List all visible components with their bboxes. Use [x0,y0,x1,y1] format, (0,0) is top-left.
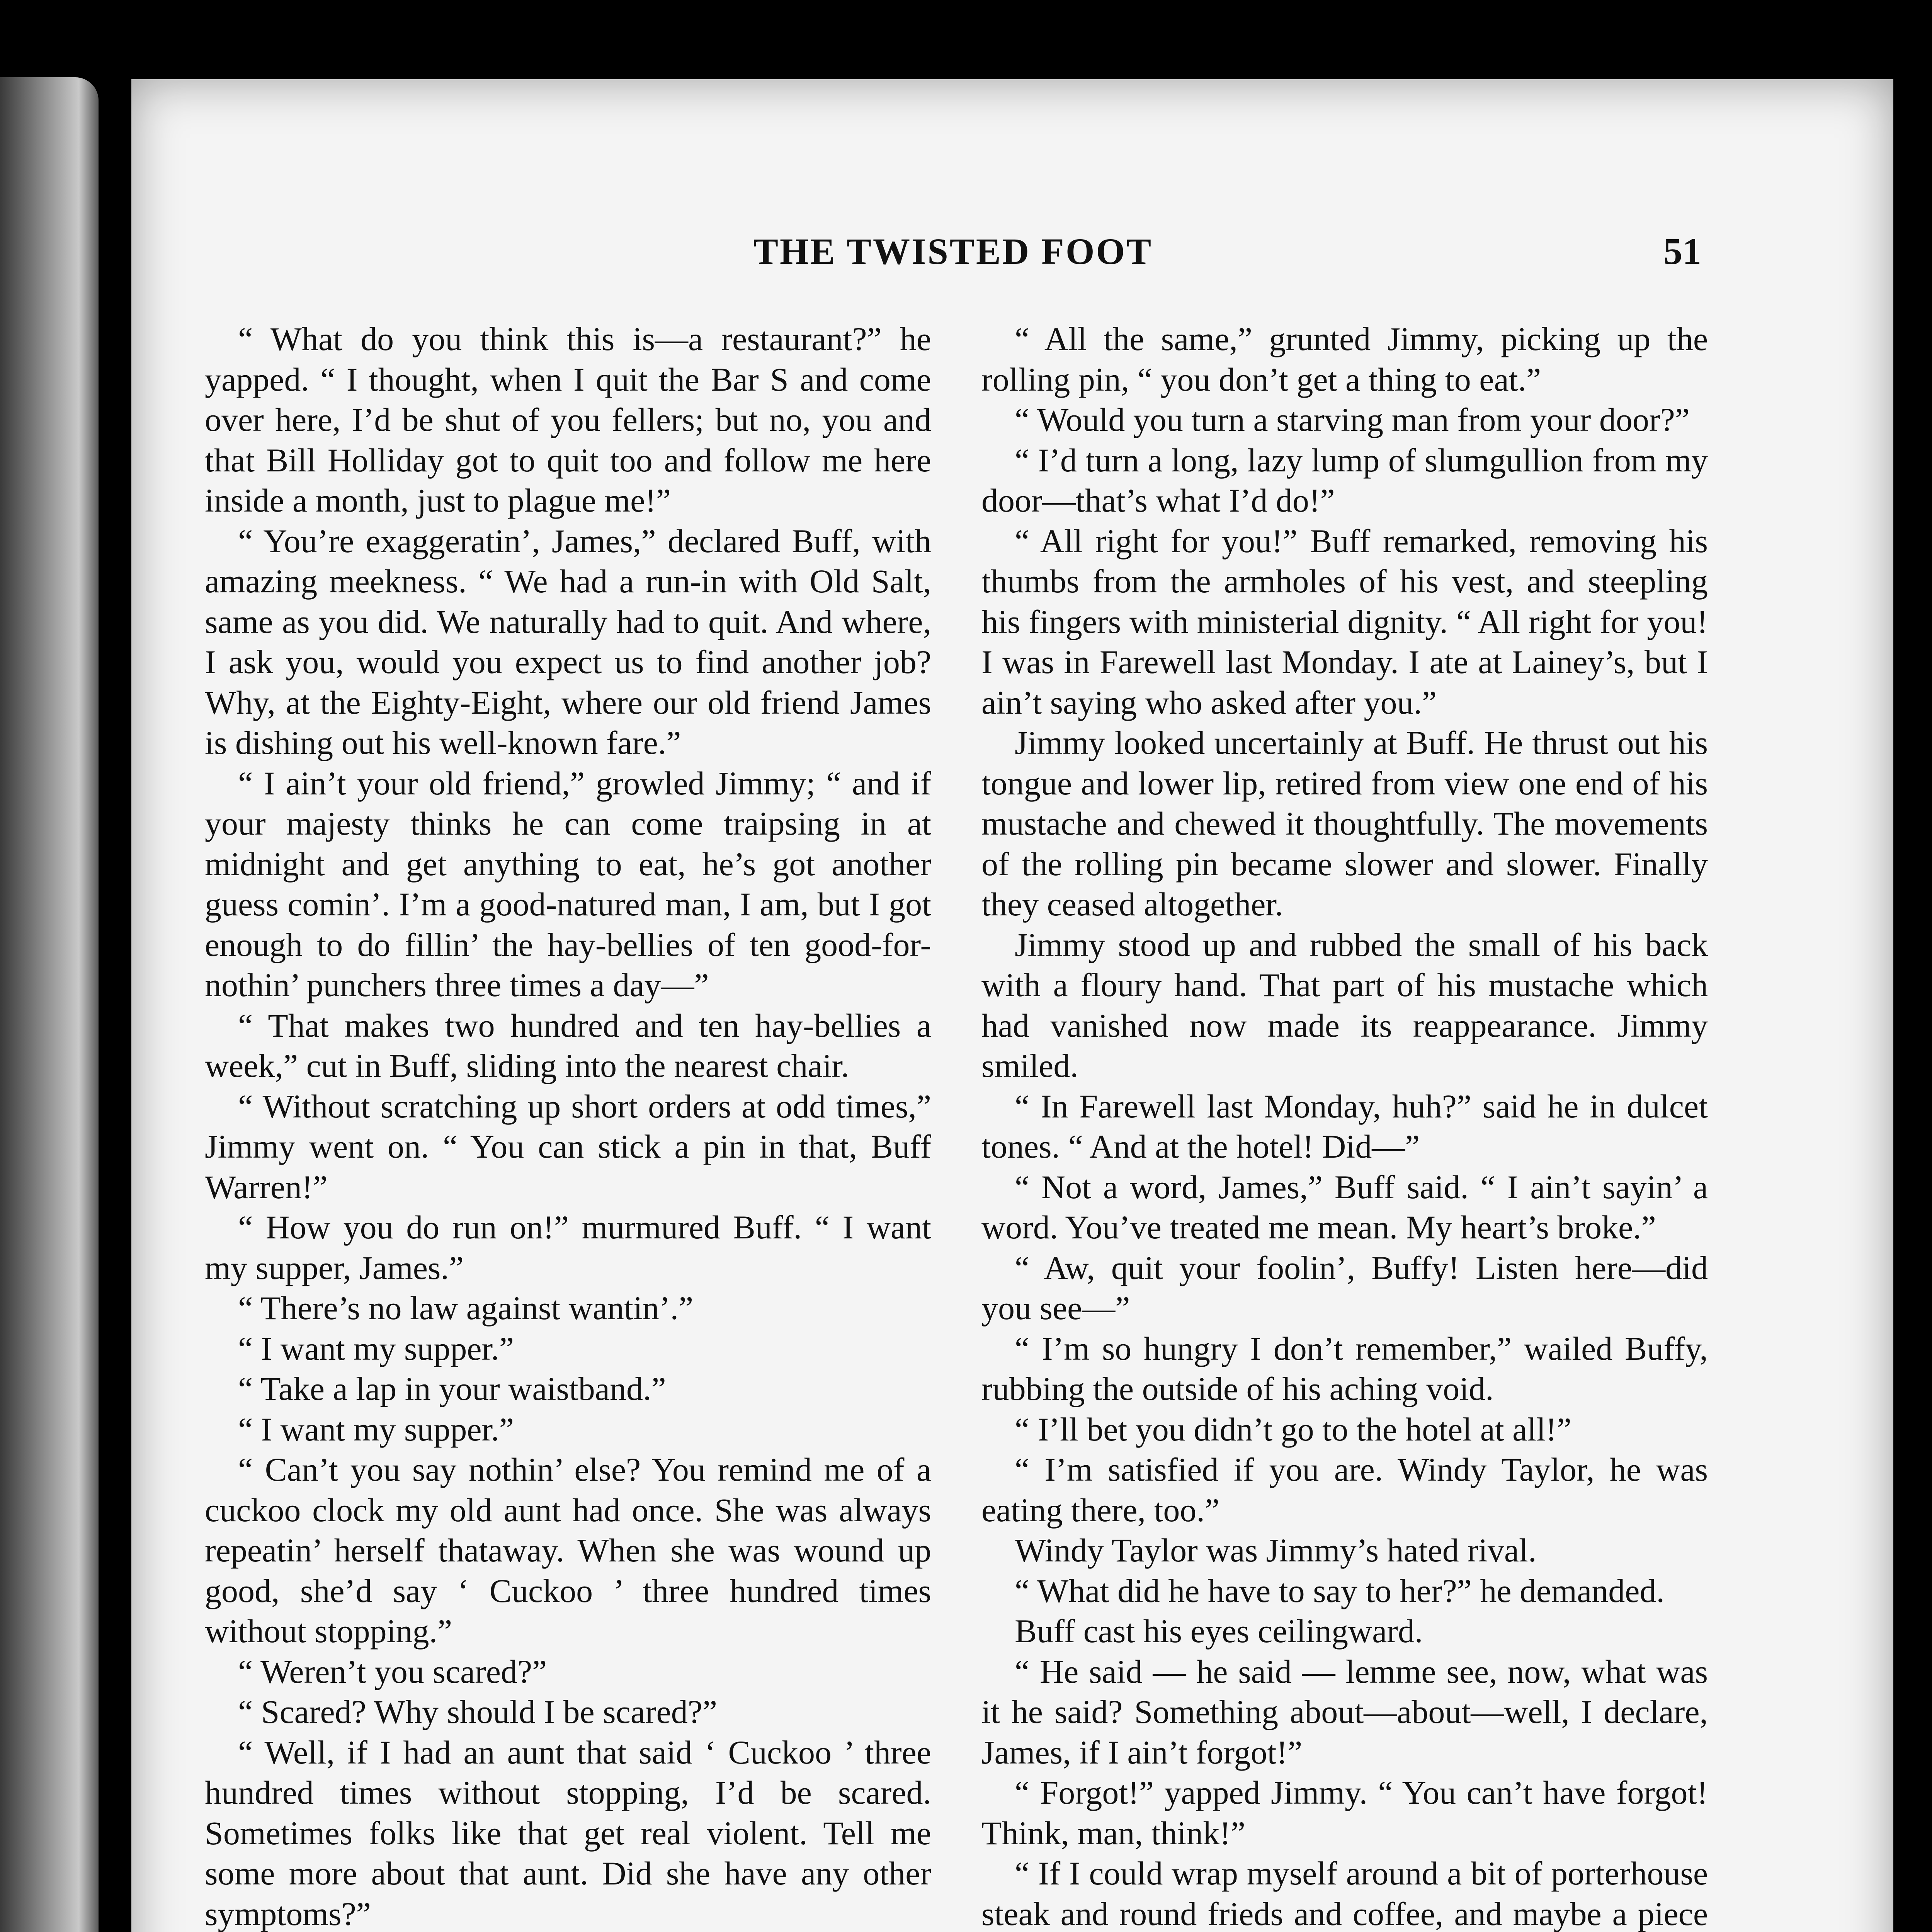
paragraph: “ What did he have to say to her?” he demanded. [1015,1572,1665,1609]
paragraph: Windy Taylor was Jimmy’s hated rival. [1015,1532,1537,1569]
paragraph: “ Aw, quit your foolin’, Buffy! Listen here—did you see—” [981,1249,1708,1327]
paragraph: “ Well, if I had an aunt that said ‘ Cuckoo ’ three hundred times without stopping, I’d be scared. Sometimes folks like that get real violent. Tell me some more about that aunt. Did she have any other symptoms?” [205,1733,931,1932]
paragraph: “ I’m satisfied if you are. Windy Taylor, he was eating there, too.” [981,1451,1708,1529]
paragraph: “ He said — he said — lemme see, now, what was it he said? Something about—about—well, I declare, James, if I ain’t forgot!” [981,1653,1708,1771]
paragraph: “ I want my supper.” [238,1410,514,1448]
paragraph: “ Would you turn a starving man from your door?” [1015,401,1690,438]
paragraph: “ Without scratching up short orders at odd times,” Jimmy went on. “ You can stick a pin in that, Buff Warren!” [205,1087,931,1206]
paragraph: Jimmy looked uncertainly at Buff. He thrust out his tongue and lower lip, retired from view one end of his mustache and chewed it thoughtfully. The movements of the rolling pin became slower and slower. Finally they ceased altogether. [981,724,1708,923]
paragraph: “ I ain’t your old friend,” growled Jimmy; “ and if your majesty thinks he can come traipsing in at midnight and get anything to eat, he’s got another guess comin’. I’m a good-natured man, I am, but I got enough to do fillin’ the hay-bellies of ten good-for-nothin’ punchers three times a day—” [205,764,931,1003]
paragraph: “ Not a word, James,” Buff said. “ I ain’t sayin’ a word. You’ve treated me mean. My heart’s broke.” [981,1168,1708,1246]
paragraph: Jimmy stood up and rubbed the small of his back with a floury hand. That part of his mustache which had vanished now made its reappearance. Jimmy smiled. [981,926,1708,1084]
previous-page-edge [0,77,99,1932]
paragraph: “ What do you think this is—a restaurant?” he yapped. “ I thought, when I quit the Bar S and come over here, I’d be shut of you fellers; but no, you and that Bill Holliday got to quit too and follow me here inside a month, just to plague me!” [205,320,931,519]
paragraph: “ I want my supper.” [238,1330,514,1367]
paragraph: “ You’re exaggeratin’, James,” declared Buff, with amazing meekness. “ We had a run-in with Old Salt, same as you did. We naturally had to quit. And where, I ask you, would you expect us to find another job? Why, at the Eighty-Eight, where our old friend James is dishing out his well-known fare.” [205,522,931,761]
paragraph: “ Weren’t you scared?” [238,1653,547,1690]
paragraph: “ I’ll bet you didn’t go to the hotel at all!” [1015,1410,1571,1448]
running-header-title: THE TWISTED FOOT [753,231,1153,272]
paragraph: “ Can’t you say nothin’ else? You remind me of a cuckoo clock my old aunt had once. She was always repeatin’ herself thataway. When she was wound up good, she’d say ‘ Cuckoo ’ three hundred times without stopping.” [205,1451,931,1650]
paragraph: “ That makes two hundred and ten hay-bellies a week,” cut in Buff, sliding into the nearest chair. [205,1007,931,1084]
paragraph: “ I’d turn a long, lazy lump of slumgullion from my door—that’s what I’d do!” [981,441,1708,519]
paragraph: “ All the same,” grunted Jimmy, picking up the rolling pin, “ you don’t get a thing to eat.” [981,320,1708,398]
paragraph: “ In Farewell last Monday, huh?” said he in dulcet tones. “ And at the hotel! Did—” [981,1087,1708,1165]
paragraph: “ Scared? Why should I be scared?” [238,1693,718,1730]
paragraph: “ If I could wrap myself around a bit of porterhouse steak and round frieds and coffee, and maybe a piece [981,1855,1708,1932]
paragraph: “ Take a lap in your waistband.” [238,1370,666,1407]
paragraph: Buff cast his eyes ceilingward. [1015,1612,1423,1650]
text-column-left [205,319,931,1932]
paragraph: “ All right for you!” Buff remarked, removing his thumbs from the armholes of his vest, and steepling his fingers with ministerial dignity. “ All right for you! I was in Farewell last Monday. I ate at Lainey’s, but I ain’t saying who asked after you.” [981,522,1708,721]
paragraph: “ Forgot!” yapped Jimmy. “ You can’t have forgot! Think, man, think!” [981,1774,1708,1852]
page-number: 51 [1663,231,1701,272]
paragraph: “ I’m so hungry I don’t remember,” wailed Buffy, rubbing the outside of his aching void. [981,1330,1708,1407]
paragraph: “ There’s no law against wantin’.” [238,1289,694,1327]
paragraph: “ How you do run on!” murmured Buff. “ I want my supper, James.” [205,1209,931,1286]
text-column-right [981,319,1708,1932]
